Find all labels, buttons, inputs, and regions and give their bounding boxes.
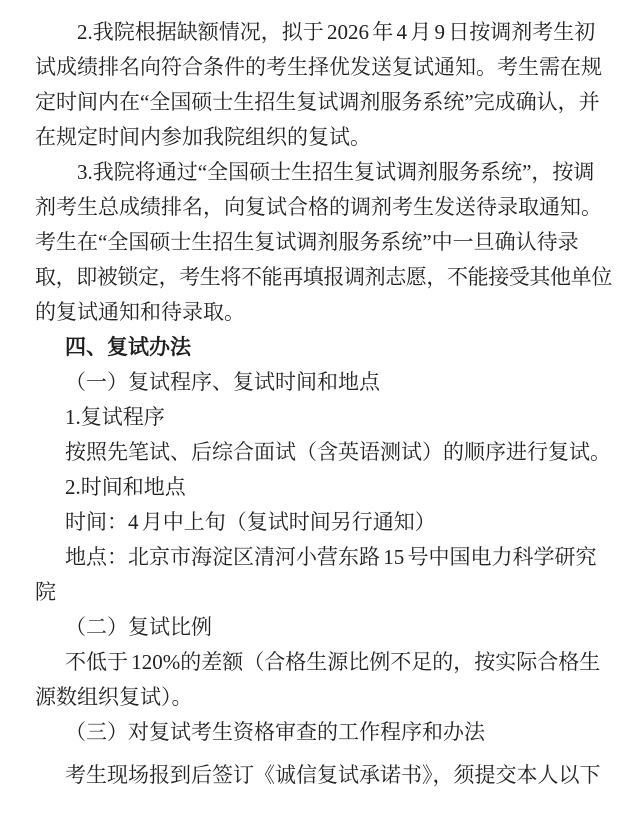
doc-line: 时间：4 月中上旬（复试时间另行通知） [65,510,436,534]
section-heading: 四、复试办法 [65,336,191,359]
doc-line: 定时间内在“全国硕士生招生复试调剂服务系统”完成确认，并 [35,90,600,114]
doc-line: 剂考生总成绩排名，向复试合格的调剂考生发送待录取通知。 [35,195,602,219]
subsection-heading-1: （一）复试程序、复试时间和地点 [65,370,380,394]
doc-line: 的复试通知和待录取。 [35,300,245,324]
doc-line: 2.我院根据缺额情况，拟于 2026 年 4 月 9 日按调剂考生初 [77,20,596,44]
doc-line: 在规定时间内参加我院组织的复试。 [35,125,371,149]
doc-line: 按照先笔试、后综合面试（含英语测试）的顺序进行复试。 [65,440,611,464]
doc-line: 试成绩排名向符合条件的考生择优发送复试通知。考生需在规 [35,55,602,79]
doc-line: 院 [35,580,56,604]
doc-line: 不低于 120%的差额（合格生源比例不足的，按实际合格生 [65,650,601,674]
doc-line: 3.我院将通过“全国硕士生招生复试调剂服务系统”，按调 [77,160,595,184]
doc-line: 考生现场报到后签订《诚信复试承诺书》，须提交本人以下 [65,763,601,787]
doc-line: 考生在“全国硕士生招生复试调剂服务系统”中一旦确认待录 [35,230,579,254]
doc-line: 1.复试程序 [65,405,165,429]
doc-line: 取，即被锁定，考生将不能再填报调剂志愿，不能接受其他单位 [35,265,612,289]
doc-line: 源数组织复试）。 [35,685,193,709]
doc-line: 地点：北京市海淀区清河小营东路 15 号中国电力科学研究 [65,545,597,569]
subsection-heading-3: （三）对复试考生资格审查的工作程序和办法 [65,720,485,744]
subsection-heading-2: （二）复试比例 [65,615,212,639]
doc-line: 2.时间和地点 [65,475,186,499]
